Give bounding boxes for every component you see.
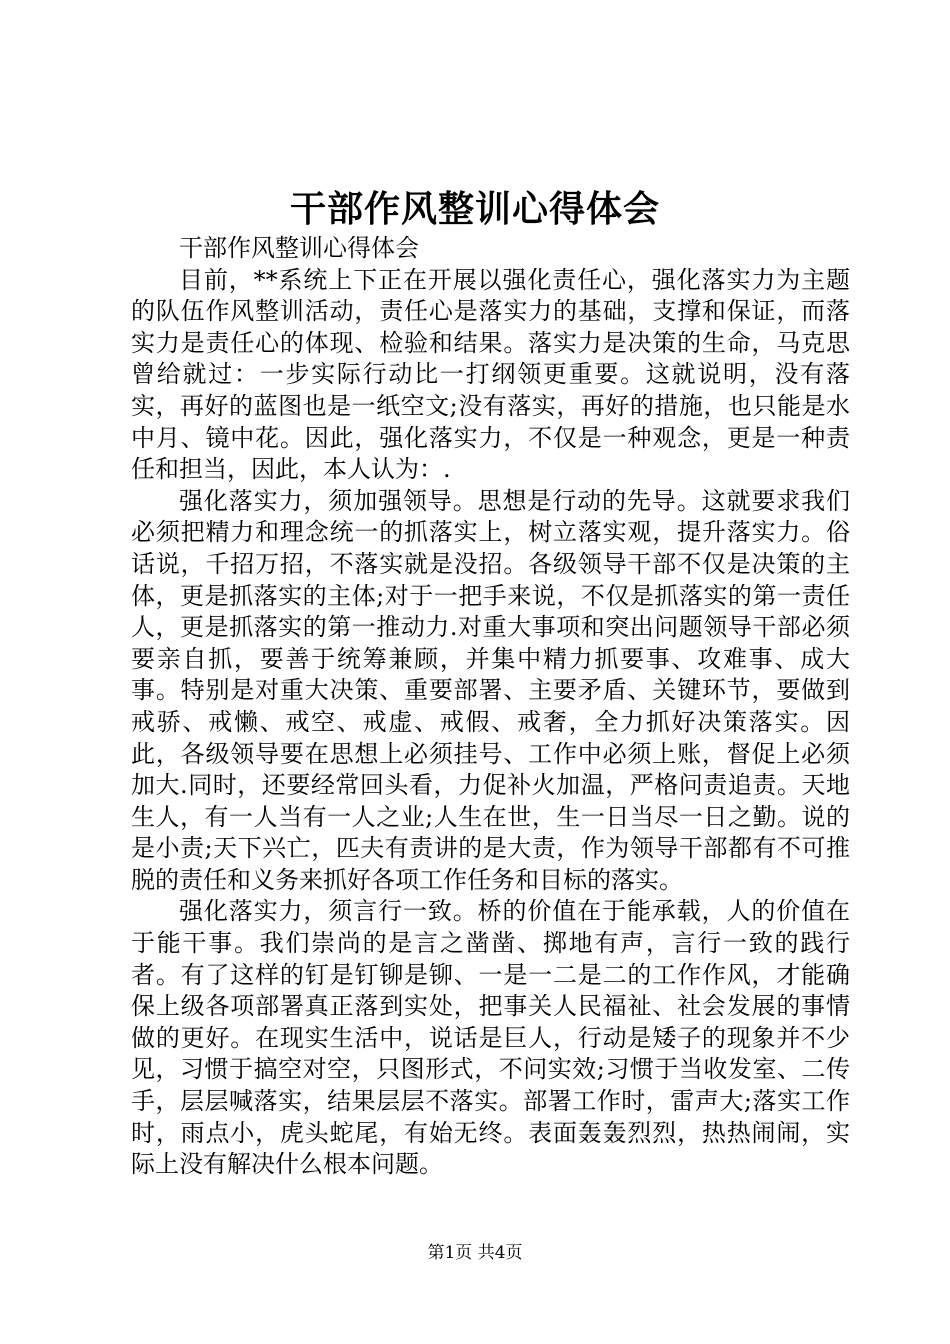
body-paragraph-consistency: 强化落实力，须言行一致。桥的价值在于能承载，人的价值在于能干事。我们崇尚的是言之凿凿、掷地有声，言行一致的践行者。有了这样的钉是钉铆是铆、一是一二是二的工作作风，才能确保上级各项部署真正落到实处，把事关人民福祉、社会发展的事情做的更好。在现实生活中，说话是巨人，行动是矮子的现象并不少见，习惯于搞空对空，只图形式，不问实效;习惯于当收发室、二传手，层层喊落实，结果层层不落实。部署工作时，雷声大;落实工作时，雨点小，虎头蛇尾，有始无终。表面轰轰烈烈，热热闹闹，实际上没有解决什么根本问题。 xyxy=(131,897,850,1179)
body-paragraph-leadership: 强化落实力，须加强领导。思想是行动的先导。这就要求我们必须把精力和理念统一的抓落实上，树立落实观，提升落实力。俗话说，千招万招，不落实就是没招。各级领导干部不仅是决策的主体，更是抓落实的主体;对于一把手来说，不仅是抓落实的第一责任人，更是抓落实的第一推动力.对重大事项和突出问题领导干部必须要亲自抓，要善于统筹兼顾，并集中精力抓要事、攻难事、成大事。特别是对重大决策、重要部署、主要矛盾、关键环节，要做到戒骄、戒懒、戒空、戒虚、戒假、戒奢，全力抓好决策落实。因此，各级领导要在思想上必须挂号、工作中必须上账，督促上必须加大.同时，还要经常回头看，力促补火加温，严格问责追责。天地生人，有一人当有一人之业;人生在世，生一日当尽一日之勤。说的是小责;天下兴亡，匹夫有责讲的是大责，作为领导干部都有不可推脱的责任和义务来抓好各项工作任务和目标的落实。 xyxy=(131,486,850,894)
page-number-footer: 第1页 共4页 xyxy=(427,1243,523,1263)
document-body xyxy=(131,233,850,1181)
document-title: 干部作风整训心得体会 xyxy=(289,188,660,230)
body-paragraph-subtitle: 干部作风整训心得体会 xyxy=(179,234,419,262)
body-paragraph-intro: 目前，**系统上下正在开展以强化责任心，强化落实力为主题的队伍作风整训活动，责任心是落实力的基础，支撑和保证，而落实力是责任心的体现、检验和结果。落实力是决策的生命，马克思曾给就过：一步实际行动比一打纲领更重要。这就说明，没有落实，再好的蓝图也是一纸空文;没有落实，再好的措施，也只能是水中月、镜中花。因此，强化落实力，不仅是一种观念，更是一种责任和担当，因此，本人认为：. xyxy=(131,265,850,484)
